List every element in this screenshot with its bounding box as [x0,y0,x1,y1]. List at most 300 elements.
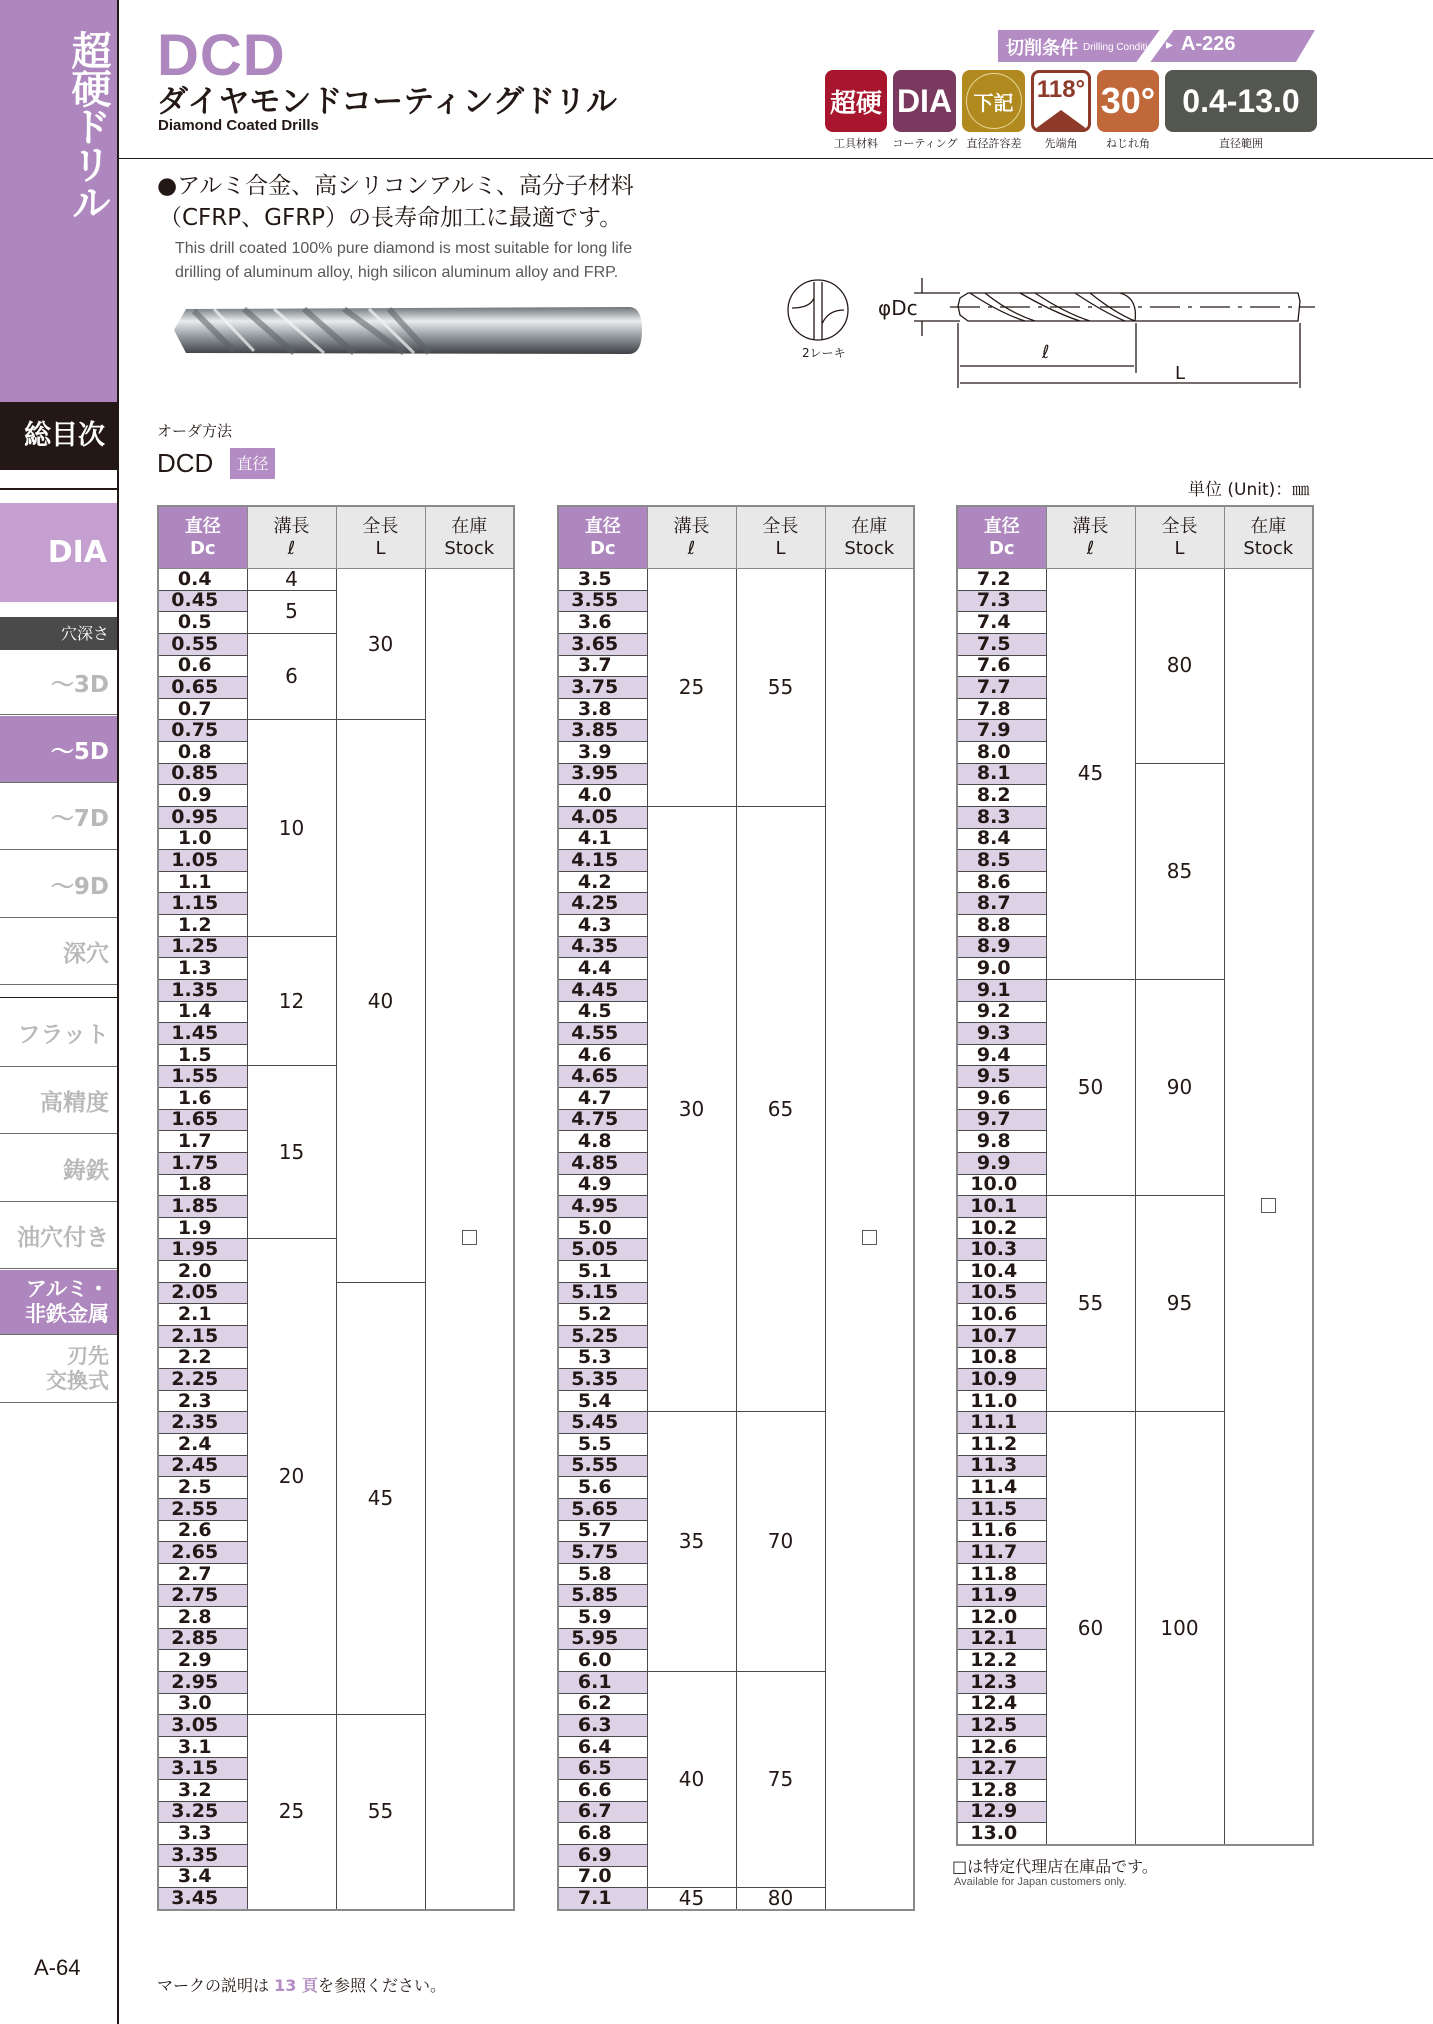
diameter-cell: 1.4 [158,1001,247,1023]
flute-length-cell: 55 [1046,1196,1135,1412]
spec-table-3 [956,505,1314,1846]
diameter-cell: 6.0 [558,1650,647,1672]
mark-explanation-note [157,1973,446,1996]
diameter-cell: 7.1 [558,1888,647,1910]
diameter-cell: 5.85 [558,1585,647,1607]
cutting-condition-link[interactable] [998,30,1315,62]
diameter-cell: 6.1 [558,1671,647,1693]
stock-checkbox-icon [1261,1198,1276,1213]
column-header-dc [558,506,647,569]
diameter-cell: 10.7 [957,1325,1046,1347]
sidebar-item-label: 非鉄金属 [25,1302,109,1326]
tolerance-circle-icon [966,73,1022,129]
diameter-cell: 3.2 [158,1780,247,1802]
diameter-cell: 8.6 [957,871,1046,893]
sidebar-item-flat[interactable] [0,999,117,1067]
flute-length-cell: 50 [1046,979,1135,1195]
diameter-cell: 2.2 [158,1347,247,1369]
diameter-cell: 7.4 [957,612,1046,634]
diameter-cell: 4.4 [558,958,647,980]
diameter-cell: 1.5 [158,1044,247,1066]
intro-line: ●アルミ合金、高シリコンアルミ、高分子材料 [157,173,634,199]
diameter-cell: 3.15 [158,1758,247,1780]
column-header-length [336,506,425,569]
sidebar-depth-header: 穴深さ [0,617,117,650]
diameter-cell: 8.1 [957,763,1046,785]
diameter-cell: 12.5 [957,1715,1046,1737]
diameter-cell: 8.2 [957,785,1046,807]
diameter-cell: 9.3 [957,1023,1046,1045]
badge-tolerance [962,70,1025,132]
diameter-cell: 7.5 [957,633,1046,655]
sidebar-item-label: 深穴 [63,941,109,967]
sidebar-border [117,0,119,2024]
diameter-cell: 12.9 [957,1801,1046,1823]
page-reference-link[interactable]: 13 頁 [274,1976,318,1995]
total-length-cell: 80 [1135,569,1224,764]
divider [0,488,117,490]
diameter-cell: 3.55 [558,590,647,612]
sidebar-item-3d[interactable] [0,650,117,715]
diameter-cell: 6.7 [558,1801,647,1823]
diameter-cell: 2.7 [158,1563,247,1585]
diameter-cell: 5.8 [558,1563,647,1585]
diameter-cell: 9.8 [957,1131,1046,1153]
diameter-cell: 3.45 [158,1888,247,1910]
diameter-cell: 11.2 [957,1434,1046,1456]
diameter-cell: 11.8 [957,1563,1046,1585]
header-line: 在庫 [851,515,888,537]
diameter-cell: 3.75 [558,677,647,699]
diameter-cell: 10.8 [957,1347,1046,1369]
header-line: 溝長 [273,515,310,537]
diameter-cell: 12.2 [957,1650,1046,1672]
diameter-cell: 12.6 [957,1736,1046,1758]
diameter-cell: 4.7 [558,1088,647,1110]
diameter-cell: 10.9 [957,1369,1046,1391]
diameter-cell: 4.65 [558,1066,647,1088]
diameter-cell: 0.45 [158,590,247,612]
diameter-cell: 7.7 [957,677,1046,699]
total-length-cell: 65 [736,806,825,1412]
diameter-cell: 7.9 [957,720,1046,742]
flute-length-cell: 25 [247,1715,336,1910]
badge-caption: 直径範囲 [1219,137,1263,150]
diameter-cell: 6.4 [558,1736,647,1758]
column-header-stock [425,506,514,569]
flute-length-cell: 6 [247,633,336,720]
diameter-cell: 2.05 [158,1282,247,1304]
cutting-condition-label-en: Drilling Condition [1083,42,1159,53]
diameter-cell: 8.5 [957,850,1046,872]
diameter-cell: 9.0 [957,958,1046,980]
diameter-cell: 12.8 [957,1780,1046,1802]
diameter-cell: 3.65 [558,633,647,655]
diameter-cell: 10.0 [957,1174,1046,1196]
flute-length-cell: 45 [1046,569,1135,980]
diameter-cell: 6.2 [558,1693,647,1715]
badge-coating: DIA [893,70,956,132]
badge-caption: ねじれ角 [1106,137,1150,150]
diameter-cell: 0.7 [158,698,247,720]
diameter-cell: 12.3 [957,1671,1046,1693]
stock-checkbox-icon [862,1230,877,1245]
product-title-en: Diamond Coated Drills [158,117,319,134]
arrow-icon: ▸ [1166,37,1174,53]
diameter-cell: 12.1 [957,1628,1046,1650]
diameter-cell: 8.0 [957,742,1046,764]
unit-label: 単位 (Unit)：㎜ [1188,480,1310,500]
header-line: 全長 [362,515,399,537]
diameter-cell: 5.9 [558,1607,647,1629]
sidebar-item-label: ～3D [50,671,109,698]
total-length-cell: 45 [336,1282,425,1715]
diameter-cell: 5.0 [558,1217,647,1239]
diameter-cell: 3.4 [158,1866,247,1888]
diameter-cell: 2.75 [158,1585,247,1607]
point-angle-icon [1031,110,1091,132]
note-text: マークの説明は [157,1976,275,1995]
total-length-cell: 85 [1135,763,1224,979]
sidebar-index-link[interactable]: 総目次 [0,402,117,470]
diameter-cell: 9.1 [957,979,1046,1001]
diameter-cell: 1.6 [158,1088,247,1110]
diameter-cell: 4.3 [558,915,647,937]
diameter-cell: 4.25 [558,893,647,915]
drill-photo [174,303,642,358]
diameter-cell: 0.55 [158,633,247,655]
diameter-cell: 4.85 [558,1152,647,1174]
badge-helix-angle: 30° [1097,70,1159,132]
column-header-dc [957,506,1046,569]
sidebar-item-label: ～5D [50,738,109,765]
column-header-flute [647,506,736,569]
diameter-cell: 1.1 [158,871,247,893]
column-header-flute [1046,506,1135,569]
diameter-cell: 0.95 [158,806,247,828]
total-length-cell: 55 [336,1715,425,1910]
order-code: DCD [157,448,214,478]
diameter-cell: 4.05 [558,806,647,828]
diameter-cell: 2.95 [158,1671,247,1693]
diameter-cell: 6.5 [558,1758,647,1780]
diameter-cell: 6.3 [558,1715,647,1737]
intro-line: This drill coated 100% pure diamond is most suitable for long life [175,240,633,257]
badge-caption: 工具材料 [834,137,878,150]
table-row [158,569,514,591]
diameter-cell: 10.4 [957,1261,1046,1283]
diameter-cell: 2.55 [158,1498,247,1520]
diameter-cell: 4.5 [558,1001,647,1023]
diameter-cell: 5.5 [558,1434,647,1456]
sidebar-item-label: 高精度 [40,1090,109,1116]
diameter-cell: 1.7 [158,1131,247,1153]
header-line: Dc [189,537,216,559]
diameter-cell: 1.85 [158,1196,247,1218]
flute-length-cell: 35 [647,1412,736,1672]
total-length-cell: 75 [736,1671,825,1887]
drill-dimension-diagram [770,268,1320,398]
diameter-cell: 5.05 [558,1239,647,1261]
diameter-cell: 9.2 [957,1001,1046,1023]
diameter-cell: 4.6 [558,1044,647,1066]
total-length-cell: 70 [736,1412,825,1672]
sidebar-category-title: 超硬ドリル [65,30,111,220]
diameter-cell: 2.6 [158,1520,247,1542]
stock-cell [825,569,914,1910]
sidebar-item-label: ～9D [50,873,109,900]
sidebar-item-label: アルミ・ [25,1277,109,1301]
badge-caption: コーティング [892,137,958,150]
diameter-cell: 5.35 [558,1369,647,1391]
diameter-cell: 0.9 [158,785,247,807]
total-length-cell: 90 [1135,979,1224,1195]
column-header-length [1135,506,1224,569]
diameter-cell: 0.85 [158,763,247,785]
sidebar [0,0,118,2024]
diameter-cell: 1.95 [158,1239,247,1261]
order-method-label: オーダ方法 [157,422,233,440]
diameter-cell: 11.9 [957,1585,1046,1607]
header-line: 直径 [184,515,221,537]
diameter-cell: 2.4 [158,1434,247,1456]
diameter-cell: 5.65 [558,1498,647,1520]
diameter-cell: 12.0 [957,1607,1046,1629]
diameter-cell: 10.5 [957,1282,1046,1304]
diameter-cell: 3.95 [558,763,647,785]
sidebar-item-deep-hole[interactable] [0,919,117,985]
diameter-cell: 8.9 [957,936,1046,958]
flute-length-cell: 15 [247,1066,336,1239]
diameter-cell: 5.95 [558,1628,647,1650]
header-line: Dc [988,537,1015,559]
diameter-cell: 11.4 [957,1477,1046,1499]
flute-length-cell: 5 [247,590,336,633]
table-row [957,569,1313,591]
diameter-cell: 7.0 [558,1866,647,1888]
diameter-cell: 7.3 [957,590,1046,612]
diameter-cell: 2.1 [158,1304,247,1326]
sidebar-item-high-precision[interactable] [0,1068,117,1134]
diameter-cell: 4.45 [558,979,647,1001]
header-line: 在庫 [1250,515,1287,537]
flute-length-cell: 30 [647,806,736,1412]
diameter-cell: 2.25 [158,1369,247,1391]
column-header-dc [158,506,247,569]
header-line: 全長 [1161,515,1198,537]
total-length-cell: 100 [1135,1412,1224,1845]
diameter-cell: 2.9 [158,1650,247,1672]
diameter-cell: 0.8 [158,742,247,764]
diameter-cell: 4.75 [558,1109,647,1131]
diameter-cell: 1.65 [158,1109,247,1131]
diameter-cell: 11.5 [957,1498,1046,1520]
diameter-cell: 4.35 [558,936,647,958]
diameter-cell: 8.8 [957,915,1046,937]
diameter-cell: 12.4 [957,1693,1046,1715]
stock-footnote: □は特定代理店在庫品です。 [952,1856,1158,1876]
diameter-cell: 11.3 [957,1455,1046,1477]
order-tag-diameter: 直径 [230,448,275,479]
badge-text: 下記 [973,92,1014,115]
header-line: Dc [589,537,616,559]
column-header-stock [825,506,914,569]
product-title-jp: ダイヤモンドコーティングドリル [157,84,618,120]
total-length-cell: 40 [336,720,425,1282]
diameter-cell: 5.7 [558,1520,647,1542]
diameter-cell: 5.3 [558,1347,647,1369]
badge-caption: 直径許容差 [966,137,1022,150]
diameter-cell: 5.2 [558,1304,647,1326]
column-header-length [736,506,825,569]
header-line: 溝長 [1072,515,1109,537]
stock-cell [425,569,514,1910]
diameter-cell: 3.5 [558,569,647,591]
diameter-cell: 0.4 [158,569,247,591]
stock-checkbox-icon [462,1230,477,1245]
dc-label: φDc [878,296,918,320]
header-line: Stock [444,537,495,559]
diameter-cell: 1.8 [158,1174,247,1196]
diameter-cell: 4.2 [558,871,647,893]
diameter-cell: 10.1 [957,1196,1046,1218]
diameter-cell: 12.7 [957,1758,1046,1780]
diameter-cell: 0.5 [158,612,247,634]
sidebar-item-indexable[interactable] [0,1336,117,1403]
diameter-cell: 1.75 [158,1152,247,1174]
sidebar-item-7d[interactable] [0,784,117,850]
header-line: L [1174,537,1185,559]
diameter-cell: 3.25 [158,1801,247,1823]
diameter-cell: 3.8 [558,698,647,720]
diameter-cell: 5.1 [558,1261,647,1283]
total-length-cell: 80 [736,1888,825,1910]
diameter-cell: 1.35 [158,979,247,1001]
badge-text: 118° [1036,76,1086,103]
column-header-stock [1224,506,1313,569]
diameter-cell: 7.6 [957,655,1046,677]
diameter-cell: 11.0 [957,1390,1046,1412]
sidebar-item-coolant-hole[interactable] [0,1203,117,1269]
header-line: ℓ [287,537,296,559]
sidebar-item-cast-iron[interactable] [0,1135,117,1202]
diameter-cell: 13.0 [957,1823,1046,1845]
page-number: A-64 [34,1955,81,1980]
diameter-cell: 11.1 [957,1412,1046,1434]
sidebar-item-label: 刃先 [67,1344,109,1368]
diameter-cell: 3.1 [158,1736,247,1758]
diameter-cell: 9.4 [957,1044,1046,1066]
diameter-cell: 3.9 [558,742,647,764]
sidebar-item-label: 交換式 [46,1369,109,1393]
table-row [558,569,914,591]
diameter-cell: 0.65 [158,677,247,699]
flute-length-cell: 12 [247,936,336,1066]
sidebar-item-5d[interactable] [0,716,117,783]
flute-length-cell: 60 [1046,1412,1135,1845]
spec-table-1 [157,505,515,1911]
diameter-cell: 5.45 [558,1412,647,1434]
diameter-cell: 1.55 [158,1066,247,1088]
total-length-cell: 55 [736,569,825,807]
cutting-condition-label: 切削条件 [1006,38,1078,59]
diameter-cell: 11.7 [957,1542,1046,1564]
diameter-cell: 11.6 [957,1520,1046,1542]
diameter-cell: 2.3 [158,1390,247,1412]
diameter-cell: 5.25 [558,1325,647,1347]
sidebar-item-label: 鋳鉄 [63,1157,109,1184]
diameter-cell: 0.6 [158,655,247,677]
diameter-cell: 5.75 [558,1542,647,1564]
diameter-cell: 5.6 [558,1477,647,1499]
diameter-cell: 3.3 [158,1823,247,1845]
header-line: 在庫 [451,515,488,537]
total-length-label: L [1175,363,1186,384]
stock-cell [1224,569,1313,1845]
sidebar-tab-dia[interactable]: DIA [0,503,117,602]
diameter-cell: 5.4 [558,1390,647,1412]
diameter-cell: 8.7 [957,893,1046,915]
diameter-cell: 10.2 [957,1217,1046,1239]
sidebar-item-9d[interactable] [0,851,117,918]
header-divider [118,158,1433,159]
sidebar-item-label: 油穴付き [17,1225,109,1251]
flute-length-cell: 25 [647,569,736,807]
diameter-cell: 4.15 [558,850,647,872]
header-line: 直径 [983,515,1020,537]
diameter-cell: 7.8 [957,698,1046,720]
badge-diameter-range: 0.4-13.0 [1165,70,1317,132]
diameter-cell: 4.0 [558,785,647,807]
diameter-cell: 1.15 [158,893,247,915]
badge-tool-material: 超硬 [825,70,887,132]
diameter-cell: 2.35 [158,1412,247,1434]
column-header-flute [247,506,336,569]
header-line: ℓ [1086,537,1095,559]
header-line: 直径 [584,515,621,537]
diameter-cell: 0.75 [158,720,247,742]
diameter-cell: 9.6 [957,1088,1046,1110]
diameter-cell: 2.65 [158,1542,247,1564]
header-line: ℓ [687,537,696,559]
diameter-cell: 5.55 [558,1455,647,1477]
spec-table-2 [557,505,915,1911]
flute-length-label: ℓ [1042,342,1050,363]
flute-count-label: 2レーキ [802,346,846,360]
stock-footnote-en: Available for Japan customers only. [954,1875,1127,1888]
diameter-cell: 2.8 [158,1607,247,1629]
diameter-cell: 3.0 [158,1693,247,1715]
diameter-cell: 1.05 [158,850,247,872]
sidebar-item-non-ferrous[interactable] [0,1270,117,1335]
diameter-cell: 10.3 [957,1239,1046,1261]
intro-line: （CFRP、GFRP）の長寿命加工に最適です。 [159,205,623,231]
intro-text-jp [157,170,634,234]
flute-length-cell: 20 [247,1239,336,1715]
header-line: L [375,537,386,559]
diameter-cell: 7.2 [957,569,1046,591]
diameter-cell: 9.5 [957,1066,1046,1088]
diameter-cell: 2.45 [158,1455,247,1477]
diameter-cell: 6.8 [558,1823,647,1845]
diameter-cell: 6.6 [558,1780,647,1802]
header-line: 全長 [762,515,799,537]
flute-length-cell: 10 [247,720,336,936]
diameter-cell: 3.05 [158,1715,247,1737]
diameter-cell: 4.1 [558,828,647,850]
diameter-cell: 1.25 [158,936,247,958]
cutting-condition-ref[interactable]: A-226 [1181,33,1236,55]
